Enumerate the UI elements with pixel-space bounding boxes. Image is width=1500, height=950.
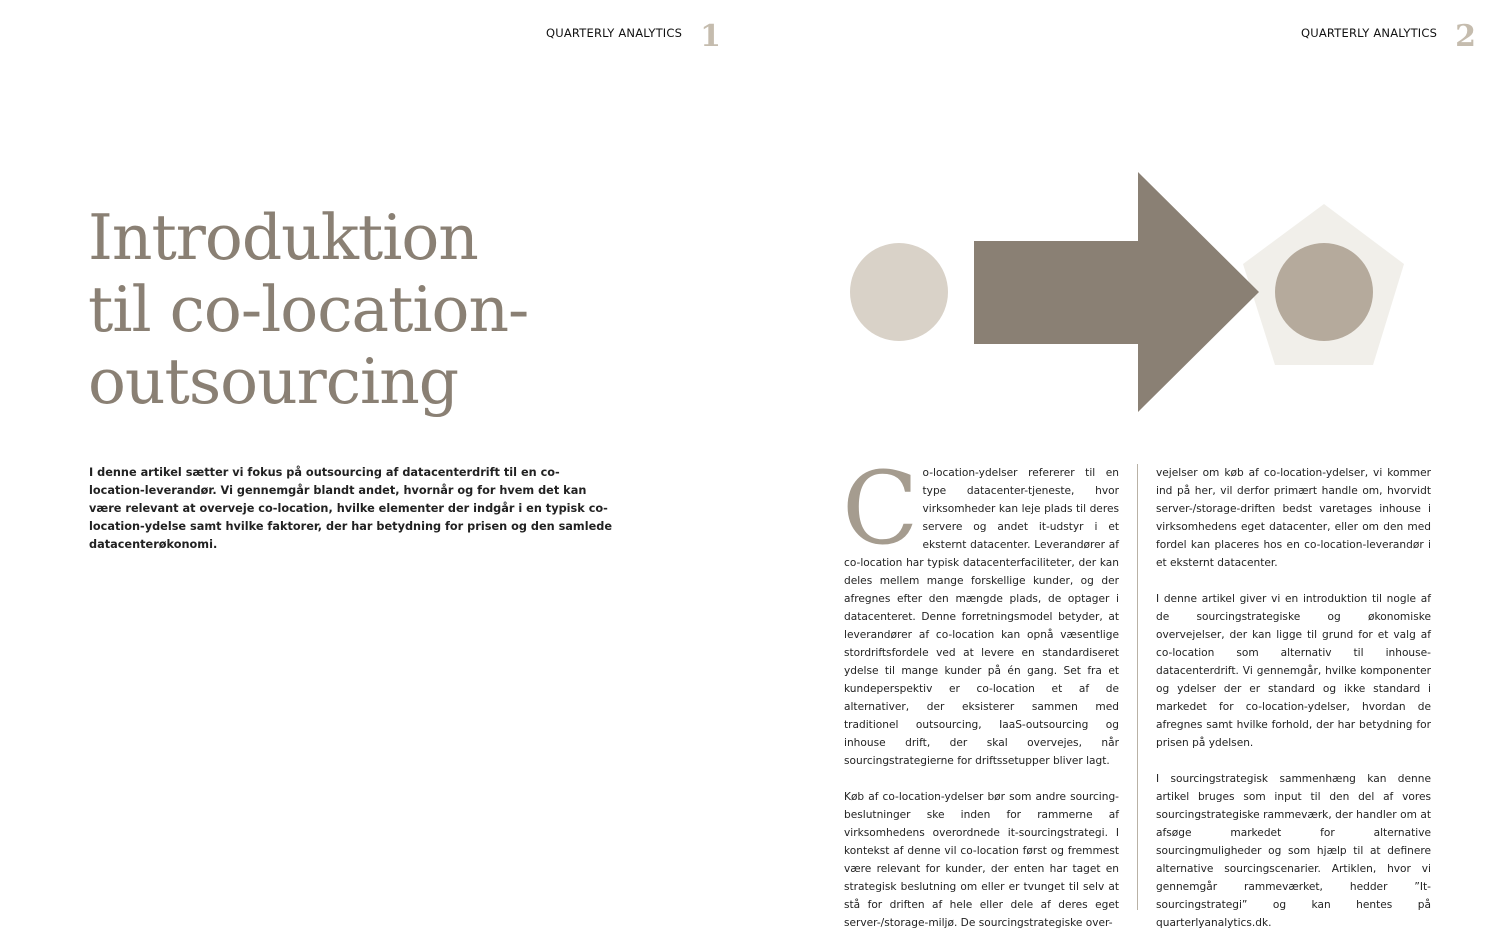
intro-paragraph: I denne artikel sætter vi fokus på outsourcing af datacenterdrift til en co-location-leverandør. Vi gennemgår blandt andet, hvornår og for hvem det kan være relevant at overveje co-location, hvilke elementer der indgår i en typisk co-location-ydelse samt hvilke faktorer, der har betydning for prisen og den samlede datacenterøkonomi.: [89, 466, 612, 551]
process-graphic: [840, 160, 1420, 430]
title-line-2: til co-location-: [88, 273, 529, 346]
body-paragraph: [842, 450, 1119, 770]
title-line-1: Introduktion: [88, 201, 478, 274]
page-header-right: [1301, 20, 1476, 54]
header-label: QUARTERLY ANALYTICS: [546, 26, 683, 40]
article-title: [88, 202, 708, 418]
body-column-left: [842, 450, 1119, 950]
circle-right-shape: [1275, 243, 1373, 341]
circle-left-shape: [850, 243, 948, 341]
drop-cap: C: [842, 450, 919, 567]
body-paragraph: I denne artikel giver vi en introduktion til nogle af de sourcingstrategiske og økonomiske overvejelser, der kan ligge til grund for et valg af co-location som alternativ til inhouse-datacenterdrift. Vi gennemgår, hvilke komponenter og ydelser der er standard og ikke standard i markedet for co-location-ydelser, hvordan de afregnes samt hvilke forhold, der har betydning for prisen på ydelsen.: [1156, 593, 1431, 749]
title-line-3: outsourcing: [88, 345, 459, 418]
body-paragraph: Køb af co-location-ydelser bør som andre sourcing-beslutninger ske inden for rammerne af virksomhedens overordnede it-sourcingstrategi. I kontekst af denne vil co-location først og fremmest være relevant for kunder, der enten har taget en strategisk beslutning om eller er tvunget til selv at stå for driften af hele eller dele af deres eget server-/storage-miljø. De sourcingstrategiske over-: [844, 791, 1119, 929]
column-divider: [1137, 464, 1138, 910]
body-paragraph: vejelser om køb af co-location-ydelser, vi kommer ind på her, vil derfor primært handle om, hvorvidt server-/storage-driften bedst varetages inhouse i virksomhedens eget datacenter, eller om den med fordel kan placeres hos en co-location-leverandør i et eksternt datacenter.: [1156, 467, 1431, 569]
arrow-shape: [974, 172, 1259, 412]
paragraph-text: o-location-ydelser refererer til en type datacenter-tjeneste, hvor virksomheder kan leje plads til deres servere og andet it-udstyr i et eksternt datacenter. Leverandører af co-location har typisk datacenterfaciliteter, der kan deles mellem mange forskellige kunder, og der afregnes efter den mængde plads, de optager i datacenteret. Denne forretningsmodel betyder, at leverandører af co-location kan opnå væsentlige stordriftsfordele ved at levere en standardiseret ydelse til mange kunder på én gang. Set fra et kundeperspektiv er co-location et af de alternativer, der eksisterer sammen med traditionel outsourcing, IaaS-outsourcing og inhouse drift, der skal overvejes, når sourcingstrategierne for driftssetupper bliver lagt.: [844, 467, 1119, 767]
page-header-left: [546, 20, 721, 54]
page-number: 1: [700, 19, 721, 54]
body-paragraph: I sourcingstrategisk sammenhæng kan denne artikel bruges som input til den del af vores sourcingstrategiske rammeværk, der handler om at afsøge markedet for alternative sourcingmuligheder og som hjælp til at definere alternative sourcingscenarier. Artiklen, hvor vi gennemgår rammeværket, hedder ”It-sourcingstrategi” og kan hentes på quarterlyanalytics.dk.: [1156, 773, 1431, 929]
body-column-right: [1156, 464, 1431, 950]
header-label: QUARTERLY ANALYTICS: [1301, 26, 1438, 40]
page-number: 2: [1455, 19, 1476, 54]
